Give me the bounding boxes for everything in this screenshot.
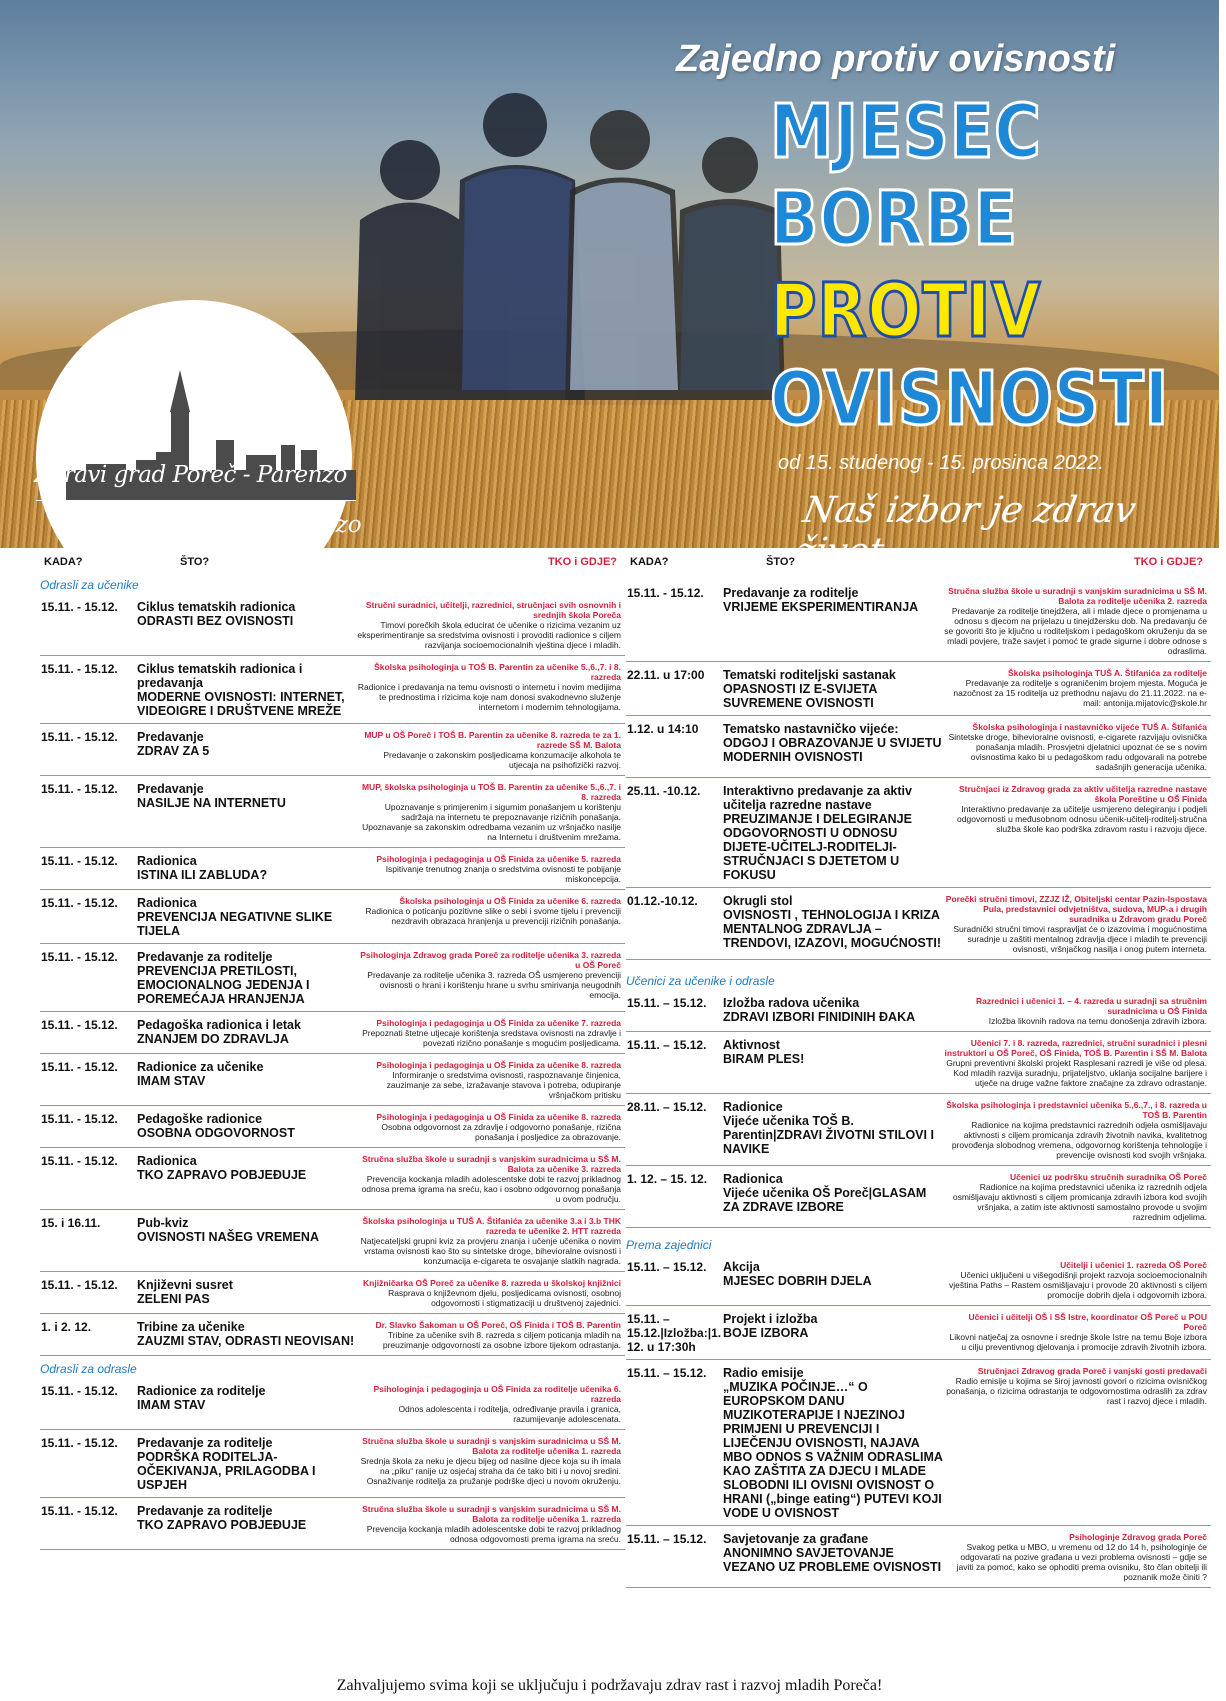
event-row: [40, 848, 625, 890]
event-row: [40, 1012, 625, 1054]
event-row: [40, 1378, 625, 1430]
event-what: [137, 1154, 357, 1204]
event-description: Sintetske droge, bihevioralne ovisnosti, e-cigarete razvijaju ovisnička ponašanja mladih. Prosvjetni djelatnici upoznat će se s novim ovisnostima kako bi u pedagoškom radu odgovarali na potrebe sadašnjih generacija učenika.: [948, 732, 1207, 772]
event-row: [40, 1272, 625, 1314]
event-title: TKO ZAPRAVO POBJEĐUJE: [137, 1518, 307, 1532]
logo-text-italian: Città sana Poreč - Parenzo: [54, 512, 362, 538]
event-date: 15.11. - 15.12.: [41, 854, 118, 868]
event-row: [40, 1314, 625, 1356]
campaign-motto: Naš izbor je zdrav život: [792, 490, 1139, 572]
event-organizer-block: [943, 1532, 1211, 1582]
event-title: PREVENCIJA PRETILOSTI, EMOCIONALNOG JEDENJA I POREMEĆAJA HRANJENJA: [137, 964, 310, 1006]
event-organizer-block: [357, 1384, 625, 1424]
event-date: 15.11. - 15.12.: [41, 662, 118, 676]
event-type: Projekt i izložba: [723, 1312, 818, 1326]
event-what: [137, 1018, 357, 1048]
event-description: Suradnički stručni timovi raspravljat će o izazovima i mogućnostima suradnje u zaštiti mentalnog zdravlja djece i mladih te prevenciji ovisnosti, vršnjačkog nasilja i onog putem interneta.: [953, 924, 1207, 954]
title-line-3: PROTIV: [770, 268, 1042, 354]
event-organizer-block: [357, 1278, 625, 1308]
event-organizer-block: [357, 782, 625, 842]
event-organizer-block: [357, 896, 625, 938]
event-description: Radionice na kojima predstavnici razrednih odjela osmišljavaju aktivnosti s ciljem promicanja zdravih životnih navika, kvalitetnog provođenja slobodnog vremena, odgovornog korištenja tehnologije i prevencije ovisnosti kod svojih vršnjaka.: [951, 1120, 1207, 1160]
event-what: [723, 586, 943, 656]
event-what: [137, 662, 357, 718]
header-what: ŠTO?: [766, 556, 796, 568]
event-organizer-block: [357, 1216, 625, 1266]
event-organizer: Školska psihologinja i predstavnici učenika 5.,6.,7., i 8. razreda u TOŠ B. Parentin: [946, 1100, 1207, 1120]
event-row: [40, 656, 625, 724]
event-organizer: Učenici uz podršku stručnih suradnika OŠ Poreč: [1010, 1172, 1207, 1182]
thank-you-footer: Zahvaljujemo svima koji se uključuju i podržavaju zdrav rast i razvoj mladih Poreča!: [336, 1677, 883, 1694]
event-description: Rasprava o književnom djelu, posljedicama ovisnosti, osobnoj odgovornosti i stigmatizaciji u društvenoj zajednici.: [388, 1288, 621, 1308]
event-title: PODRŠKA RODITELJA-OČEKIVANJA, PRILAGODBA I USPJEH: [137, 1450, 316, 1492]
event-organizer: Školska psihologinja u TUŠ A. Štifanića za učenike 3.a i 3.b THK razreda te učenike 2. HTT razreda: [362, 1216, 621, 1236]
event-organizer-block: [943, 996, 1211, 1026]
event-date: 1. i 2. 12.: [41, 1320, 92, 1334]
event-organizer: Psihologinja i pedagoginja u OŠ Finida za učenike 5. razreda: [376, 854, 621, 864]
event-title: ANONIMNO SAVJETOVANJE VEZANO UZ PROBLEME OVISNOSTI: [723, 1546, 942, 1574]
event-description: Timovi porečkih škola educirat će učenike o rizicima vezanim uz eksperimentiranje sa sredstvima ovisnosti i provoditi radionice s ciljem razvijanja socioemocionalnih vještina djece i mladih.: [357, 620, 621, 650]
event-description: Likovni natječaj za osnovne i srednje škole Istre na temu Boje izbora u cilju preventivnog djelovanja i promocije zdravih životnih izbora.: [949, 1332, 1207, 1352]
event-date: 15.11. - 15.12.: [41, 1504, 118, 1518]
event-organizer: Školska psihologinja u OŠ Finida za učenike 6. razreda: [399, 896, 621, 906]
event-type: Predavanje za roditelje: [137, 1436, 273, 1450]
event-what: [137, 1216, 357, 1266]
event-date: 15.11. – 15.12.: [627, 1260, 707, 1274]
event-description: Svakog petka u MBO, u vremenu od 12 do 14 h, psihologinje će odgovarati na pozive građana u vezi problema ovisnosti – gdje se javiti za pomoć, kako se ophoditi prema ovisniku, što član obitelji ili poznanik može činiti ?: [956, 1542, 1207, 1582]
event-row: [40, 1430, 625, 1498]
event-title: OPASNOSTI IZ E-SVIJETA SUVREMENE OVISNOSTI: [723, 682, 877, 710]
event-organizer-block: [357, 1436, 625, 1492]
event-row: [626, 1254, 1211, 1306]
event-row: [626, 1526, 1211, 1588]
schedule-right-column: [626, 556, 1211, 1588]
event-row: [626, 716, 1211, 778]
event-what: [137, 1060, 357, 1100]
event-what: [723, 1260, 943, 1300]
event-type: Tematski roditeljski sastanak: [723, 668, 896, 682]
event-type: Radionica: [723, 1172, 783, 1186]
event-description: Ispitivanje trenutnog znanja o sredstvima ovisnosti te pobijanje miskoncepcija.: [385, 864, 621, 884]
event-description: Prepoznati štetne utjecaje korištenja sredstava ovisnosti na zdravlje i povezati rizično ponašanje s mogućim posljedicama.: [362, 1028, 621, 1048]
event-row: [626, 1166, 1211, 1228]
event-row: [626, 1032, 1211, 1094]
event-description: Grupni preventivni školski projekt Rasplesani razredi je više od plesa. Kod mladih razvija suradnju, prijateljstvo, uklanja socijalne barijere i utječe na druge važne faktore značajne za zdravo odrastanje.: [946, 1058, 1207, 1088]
event-type: Radionice: [723, 1100, 783, 1114]
event-organizer: Stručnjaci iz Zdravog grada za aktiv učitelja razredne nastave škola Poreštine u OŠ Finida: [958, 784, 1207, 804]
event-row: [626, 580, 1211, 662]
event-date: 28.11. – 15.12.: [627, 1100, 707, 1114]
event-what: [137, 1504, 357, 1544]
event-date: 15.11. - 15.12.: [41, 782, 118, 796]
header-when: KADA?: [630, 556, 669, 568]
city-logo: [36, 300, 376, 548]
event-row: [626, 888, 1211, 960]
event-what: [723, 996, 943, 1026]
event-organizer-block: [943, 1172, 1211, 1222]
event-what: [137, 600, 357, 650]
event-organizer: Psihologinja i pedagoginja u OŠ Finida za učenike 7. razreda: [376, 1018, 621, 1028]
event-title: ZNANJEM DO ZDRAVLJA: [137, 1032, 289, 1046]
event-row: [626, 1094, 1211, 1166]
event-row: [40, 890, 625, 944]
event-type: Ciklus tematskih radionica: [137, 600, 296, 614]
event-title: IMAM STAV: [137, 1074, 206, 1088]
event-organizer-block: [357, 1154, 625, 1204]
event-organizer-block: [943, 784, 1211, 882]
event-date: 15.11. - 15.12.: [41, 1278, 118, 1292]
event-organizer: Stručna služba škole u suradnji s vanjskim suradnicima u SŠ M. Balota za roditelje učenika 1. razreda: [362, 1504, 621, 1524]
event-row: [40, 724, 625, 776]
section-label: Prema zajednici: [626, 1238, 712, 1252]
event-date: 15.11. – 15.12.: [627, 1038, 707, 1052]
event-row: [40, 944, 625, 1012]
table-header: [626, 556, 1211, 572]
event-what: [723, 1100, 943, 1160]
event-organizer: Dr. Slavko Šakoman u OŠ Poreč, OŠ Finida i TOŠ B. Parentin: [375, 1320, 621, 1330]
event-date: 15.11. - 15.12.: [41, 730, 118, 744]
event-organizer: Učenici i učitelji OŠ i SŠ Istre, koordinator OŠ Poreč u POU Poreč: [968, 1312, 1207, 1332]
event-description: Radionice na kojima predstavnici učenika iz razrednih odjela osmišljavaju aktivnosti s ciljem promicanja zdravih izbora kod svojih vršnjaka, a zatim iste aktivnosti samostalno provode u svojim razrednim odjelima.: [952, 1182, 1207, 1222]
event-date: 15.11. – 15.12.: [627, 1366, 707, 1380]
event-what: [137, 1320, 357, 1350]
event-what: [723, 722, 943, 772]
event-what: [137, 1436, 357, 1492]
header-who: TKO i GDJE?: [1133, 556, 1203, 568]
event-description: Odnos adolescenta i roditelja, određivanje pravila i granica, razumijevanje adolescenata.: [398, 1404, 621, 1424]
event-organizer: Stručna služba škole u suradnji s vanjskim suradnicima u SŠ M. Balota za roditelje učenika 1. razreda: [362, 1436, 621, 1456]
event-description: Izložba likovnih radova na temu donošenja zdravih izbora.: [988, 1016, 1207, 1026]
event-date: 25.11. -10.12.: [627, 784, 701, 798]
event-organizer-block: [943, 668, 1211, 710]
event-type: Pedagoška radionica i letak: [137, 1018, 301, 1032]
header-who: TKO i GDJE?: [547, 556, 617, 568]
event-organizer: Stručni suradnici, učitelji, razrednici, stručnjaci svih osnovnih i srednjih škola Poreča: [365, 600, 621, 620]
event-date: 22.11. u 17:00: [627, 668, 705, 682]
event-organizer-block: [943, 1312, 1211, 1354]
title-line-4: OVISNOSTI: [770, 356, 1170, 442]
event-date: 15.11. – 15.12.: [627, 1532, 707, 1546]
event-what: [723, 668, 943, 710]
event-organizer-block: [357, 1320, 625, 1350]
event-description: Predavanje za roditelje s ograničenim brojem mjesta. Moguća je nazočnost za 15 roditelja uz prethodnu najavu do 21.11.2022. na e-mail: antonija.mijatovic@skole.hr: [953, 678, 1207, 708]
event-description: Informiranje o sredstvima ovisnosti, raspoznavanje činjenica, zauzimanje za sebe, izražavanje stavova i potreba, odupiranje vršnjačkom pritisku: [386, 1070, 621, 1100]
event-type: Izložba radova učenika: [723, 996, 860, 1010]
event-row: [40, 776, 625, 848]
event-title: OVISNOSTI , TEHNOLOGIJA I KRIZA MENTALNOG ZDRAVLJA – TRENDOVI, IZAZOVI, MOGUĆNOSTI!: [723, 908, 942, 950]
event-date: 15.11. - 15.12.: [41, 1436, 118, 1450]
event-organizer: Školska psihologinja u TOŠ B. Parentin za učenike 5.,6.,7. i 8. razreda: [374, 662, 621, 682]
event-description: Prevencija kockanja mladih adolescentske dobi te razvoj prikladnog odnosa odgovornosti prema igrama na sreću.: [366, 1524, 621, 1544]
event-organizer-block: [943, 586, 1211, 656]
event-row: [40, 1106, 625, 1148]
event-organizer-block: [357, 854, 625, 884]
event-organizer-block: [357, 950, 625, 1006]
event-type: Književni susret: [137, 1278, 233, 1292]
event-what: [137, 1112, 357, 1142]
event-title: ODRASTI BEZ OVISNOSTI: [137, 614, 294, 628]
event-date: 01.12.-10.12.: [627, 894, 698, 908]
event-organizer-block: [357, 1018, 625, 1048]
event-organizer: Psihologinja i pedagoginja u OŠ Finida za roditelje učenika 6. razreda: [373, 1384, 621, 1404]
event-type: Pub-kviz: [137, 1216, 189, 1230]
event-type: Interaktivno predavanje za aktiv učitelja razredne nastave: [723, 784, 912, 812]
event-description: Predavanje za roditelje tinejdžera, ali i mlade djece o promjenama u odnosu s djecom na prijelazu u tinejdžersku dob. Na predavanju će se govoriti što je ključno u roditeljskom i pedagoškom okruženju da se mladi povjere, traže savjet i pomoć te grade sigurne i dobre odnose s odraslima.: [944, 606, 1207, 656]
event-type: Radionica: [137, 1154, 197, 1168]
event-date: 15.11. - 15.12.: [41, 1060, 118, 1074]
event-date: 15.11. - 15.12.: [627, 586, 704, 600]
event-type: Radionica: [137, 896, 197, 910]
event-what: [137, 1384, 357, 1424]
event-title: IMAM STAV: [137, 1398, 206, 1412]
event-row: [40, 1210, 625, 1272]
event-date: 15.11. - 15.12.: [41, 600, 118, 614]
event-organizer: Knjižničarka OŠ Poreč za učenike 8. razreda u školskoj knjižnici: [363, 1278, 621, 1288]
event-title: NASILJE NA INTERNETU: [137, 796, 286, 810]
event-description: Prevencija kockanja mladih adolescentske dobi te razvoj prikladnog odnosa prema igrama na sreću, kao i osobno odgovornog ponašanja u ovom području.: [361, 1174, 621, 1204]
event-type: Radio emisije: [723, 1366, 804, 1380]
event-organizer-block: [943, 1038, 1211, 1088]
event-title: „MUZIKA POČINJE…“ O EUROPSKOM DANU MUZIKOTERAPIJE I NJEZINOJ PRIMJENI U PREVENCIJI I LIJEČENJU OVISNOSTI, NAJAVA MBO ODNOS S VAŽNIM ODRASLIMA KAO ZAŠTITA ZA DJECU I MLADE SLOBODNI ILI OVISNI OVISNOST O HRANI („binge eating“) PUTEVI KOJI VODE U OVISNOST: [723, 1380, 943, 1520]
event-type: Tematsko nastavničko vijeće:: [723, 722, 899, 736]
event-what: [137, 950, 357, 1006]
event-type: Savjetovanje za građane: [723, 1532, 869, 1546]
event-type: Akcija: [723, 1260, 760, 1274]
event-type: Radionica: [137, 854, 197, 868]
event-type: Ciklus tematskih radionica i predavanja: [137, 662, 303, 690]
event-description: Srednja škola za neku je djecu bijeg od nasilne djece koja su ih imala na „piku“ ranije uz osjećaj straha da će tako biti i u novoj sredini. Osnaživanje roditelja za pružanje podrške djeci u novom okruženju.: [360, 1456, 621, 1486]
event-description: Radionice i predavanja na temu ovisnosti o internetu i novim medijima te prednostima i rizicima koje nam donosi svakodnevno služenje internetom i modernim tehnologijama.: [357, 682, 621, 712]
header-what: ŠTO?: [180, 556, 210, 568]
event-date: 15.11. – 15.12.: [627, 996, 707, 1010]
event-what: [137, 896, 357, 938]
event-date: 15.11. - 15.12.: [41, 950, 118, 964]
event-type: Radionice za učenike: [137, 1060, 264, 1074]
event-organizer-block: [357, 730, 625, 770]
event-type: Predavanje za roditelje: [723, 586, 859, 600]
title-line-2: BORBE: [770, 176, 1018, 262]
event-description: Predavanje za roditelje učenika 3. razreda OŠ usmjereno prevenciji ovisnosti o hrani i korištenju hrane u svrhu smirivanja neugodnih emocija.: [367, 970, 621, 1000]
event-title: OVISNOSTI NAŠEG VREMENA: [137, 1230, 319, 1244]
event-organizer: Psihologinja Zdravog grada Poreč za roditelje učenika 3. razreda u OŠ Poreč: [360, 950, 621, 970]
logo-text-croatian: Zdravi grad Poreč - Parenzo: [34, 462, 347, 488]
header-when: KADA?: [44, 556, 83, 568]
event-organizer-block: [357, 600, 625, 650]
event-organizer: Razrednici i učenici 1. – 4. razreda u suradnji sa stručnim suradnicima u OŠ Finida: [975, 996, 1207, 1016]
event-row: [626, 990, 1211, 1032]
event-type: Pedagoške radionice: [137, 1112, 263, 1126]
event-row: [40, 1498, 625, 1550]
event-what: [137, 730, 357, 770]
event-row: [626, 778, 1211, 888]
event-title: ODGOJ I OBRAZOVANJE U SVIJETU MODERNIH OVISNOSTI: [723, 736, 942, 764]
event-title: PREUZIMANJE I DELEGIRANJE ODGOVORNOSTI U ODNOSU DIJETE-UČITELJ-RODITELJI-STRUČNJACI S DJETETOM U FOKUSU: [723, 812, 912, 882]
event-title: MJESEC DOBRIH DJELA: [723, 1274, 872, 1288]
event-organizer-block: [357, 1060, 625, 1100]
event-what: [137, 782, 357, 842]
section-label: Odrasli za odrasle: [40, 1362, 137, 1376]
event-title: ZELENI PAS: [137, 1292, 210, 1306]
event-organizer-block: [357, 662, 625, 718]
event-organizer: Psihologinja i pedagoginja u OŠ Finida za učenike 8. razreda: [376, 1112, 621, 1122]
event-title: ISTINA ILI ZABLUDA?: [137, 868, 268, 882]
event-organizer: Učenici 7. i 8. razreda, razrednici, stručni suradnici i plesni instruktori u OŠ Poreč, OŠ Finida, TOŠ B. Parentin i SŠ M. Balota: [944, 1038, 1207, 1058]
event-what: [137, 1278, 357, 1308]
event-organizer-block: [943, 1260, 1211, 1300]
event-title: TKO ZAPRAVO POBJEĐUJE: [137, 1168, 307, 1182]
event-row: [40, 1054, 625, 1106]
campaign-slogan: Zajedno protiv ovisnosti: [676, 38, 1116, 80]
event-title: Vijeće učenika OŠ Poreč|GLASAM ZA ZDRAVE IZBORE: [723, 1186, 927, 1214]
event-row: [40, 1148, 625, 1210]
campaign-dates: od 15. studenog - 15. prosinca 2022.: [778, 452, 1104, 474]
event-description: Radionica o poticanju pozitivne slike o sebi i svome tijelu i prevenciji nezdravih obrazaca hranjenja u prevenciji rizičnih ponašanja.: [365, 906, 621, 926]
event-organizer-block: [357, 1504, 625, 1544]
event-organizer: Stručnjaci Zdravog grada Poreč i vanjski gosti predavači: [977, 1366, 1207, 1376]
event-row: [626, 662, 1211, 716]
schedule-left-column: [40, 556, 625, 1550]
event-organizer: Školska psihologinja TUŠ A. Štifanića za roditelje: [1007, 668, 1207, 678]
event-date: 15.11. – 15.12.|Izložba:|1. 12. u 17:30h: [627, 1312, 722, 1354]
event-date: 1.12. u 14:10: [627, 722, 699, 736]
event-organizer: Školska psihologinja i nastavničko vijeće TUŠ A. Štifanića: [972, 722, 1207, 732]
event-title: PREVENCIJA NEGATIVNE SLIKE TIJELA: [137, 910, 333, 938]
event-type: Predavanje za roditelje: [137, 950, 273, 964]
event-description: Učenici uključeni u višegodišnji projekt razvoja socioemocionalnih vještina Paths – Rastem osmišljavaju i provode 20 aktivnosti s ciljem promocije dobrih djela i odgovornih izbora.: [949, 1270, 1207, 1300]
event-type: Predavanje: [137, 730, 204, 744]
event-organizer: MUP, školska psihologinja u TOŠ B. Parentin za učenike 5.,6.,7. i 8. razreda: [361, 782, 621, 802]
event-row: [626, 1360, 1211, 1526]
event-organizer: Porečki stručni timovi, ZZJZ IŽ, Obiteljski centar Pazin-Ispostava Pula, predstavnici odvjetništva, sudova, MUP-a i drugih suradnika u Zdravom gradu Poreč: [945, 894, 1207, 924]
event-what: [723, 1172, 943, 1222]
event-organizer: Stručna služba škole u suradnji s vanjskim suradnicima u SŠ M. Balota za učenike 3. razreda: [362, 1154, 621, 1174]
event-type: Tribine za učenike: [137, 1320, 245, 1334]
event-row: [626, 1306, 1211, 1360]
event-type: Aktivnost: [723, 1038, 780, 1052]
event-title: ZAUZMI STAV, ODRASTI NEOVISAN!: [137, 1334, 355, 1348]
event-title: Vijeće učenika TOŠ B. Parentin|ZDRAVI ŽIVOTNI STILOVI I NAVIKE: [723, 1114, 934, 1156]
event-type: Predavanje za roditelje: [137, 1504, 273, 1518]
event-date: 15.11. - 15.12.: [41, 1018, 118, 1032]
event-description: Radio emisije u kojima se široj javnosti govori o rizicima ovisničkog ponašanja, o rizicima odrastanja te odgovornostima odraslih za zdrav rast i razvoj djece i mladih.: [946, 1376, 1207, 1406]
event-date: 15.11. - 15.12.: [41, 1112, 118, 1126]
event-type: Okrugli stol: [723, 894, 793, 908]
event-date: 15.11. - 15.12.: [41, 1154, 118, 1168]
event-description: Osobna odgovornost za zdravlje i odgovorno ponašanje, rizična ponašanja i posljedice za obrazovanje.: [381, 1122, 621, 1142]
event-organizer: MUP u OŠ Poreč i TOŠ B. Parentin za učenike 8. razreda te za 1. razrede SŠ M. Balota: [364, 730, 621, 750]
event-organizer-block: [943, 1366, 1211, 1520]
event-what: [723, 1312, 943, 1354]
event-type: Predavanje: [137, 782, 204, 796]
event-title: ZDRAVI IZBORI FINIDINIH ĐAKA: [723, 1010, 916, 1024]
event-description: Predavanje o zakonskim posljedicama konzumacije alkohola te utjecaja na psihofizički razvoj.: [383, 750, 621, 770]
event-title: MODERNE OVISNOSTI: INTERNET, VIDEOIGRE I DRUŠTVENE MREŽE: [137, 690, 345, 718]
event-title: ZDRAV ZA 5: [137, 744, 210, 758]
event-description: Upoznavanje s primjerenim i sigurnim ponašanjem u korištenju sadržaja na internetu te prepoznavanje rizičnih ponašanja. Upoznavanje sa zakonskim odredbama vezanim uz vršnjačko nasilje na Internetu i društvenim mrežama.: [362, 802, 621, 842]
event-title: BIRAM PLES!: [723, 1052, 805, 1066]
title-line-1: MJESEC: [770, 89, 1042, 175]
event-date: 1. 12. – 15. 12.: [627, 1172, 708, 1186]
event-date: 15. i 16.11.: [41, 1216, 101, 1230]
section-label: Učenici za učenike i odrasle: [626, 974, 775, 988]
event-title: VRIJEME EKSPERIMENTIRANJA: [723, 600, 919, 614]
event-row: [40, 594, 625, 656]
event-description: Tribine za učenike svih 8. razreda s ciljem poticanja mladih na preuzimanje odgovornosti za osobne izbore tijekom odrastanja.: [382, 1330, 621, 1350]
event-what: [137, 854, 357, 884]
event-type: Radionice za roditelje: [137, 1384, 266, 1398]
event-date: 15.11. - 15.12.: [41, 1384, 118, 1398]
event-organizer-block: [943, 894, 1211, 954]
event-description: Natjecateljski grupni kviz za provjeru znanja i učenje učenika o novim vrstama ovisnosti kao što su sintetske droge, bihevioralne ovisnosti i konzumacija e-cigareta te osvajanje slatkih nagrada.: [360, 1236, 621, 1266]
event-date: 15.11. - 15.12.: [41, 896, 118, 910]
event-what: [723, 1366, 943, 1520]
event-organizer: Psihologinje Zdravog grada Poreč: [1069, 1532, 1207, 1542]
event-what: [723, 894, 943, 954]
event-organizer-block: [357, 1112, 625, 1142]
event-organizer: Učitelji i učenici 1. razreda OŠ Poreč: [1060, 1260, 1207, 1270]
table-header: [40, 556, 625, 572]
event-title: OSOBNA ODGOVORNOST: [137, 1126, 295, 1140]
event-what: [723, 784, 943, 882]
event-organizer-block: [943, 722, 1211, 772]
section-label: Odrasli za učenike: [40, 578, 139, 592]
event-what: [723, 1038, 943, 1088]
event-organizer: Stručna služba škole u suradnji s vanjskim suradnicima u SŠ M. Balota za roditelje učenika 2. razreda: [948, 586, 1207, 606]
event-title: BOJE IZBORA: [723, 1326, 809, 1340]
event-organizer: Psihologinja i pedagoginja u OŠ Finida za učenike 8. razreda: [376, 1060, 621, 1070]
event-organizer-block: [943, 1100, 1211, 1160]
logo-divider: [36, 500, 356, 501]
event-what: [723, 1532, 943, 1582]
event-description: Interaktivno predavanje za učitelje usmjereno delegiranju i podjeli odgovornosti u međusobnom odnosu učenik-učitelj-roditelj-stručna služba škole kao podrška zdravom rastu i razvoju djece.: [957, 804, 1207, 834]
